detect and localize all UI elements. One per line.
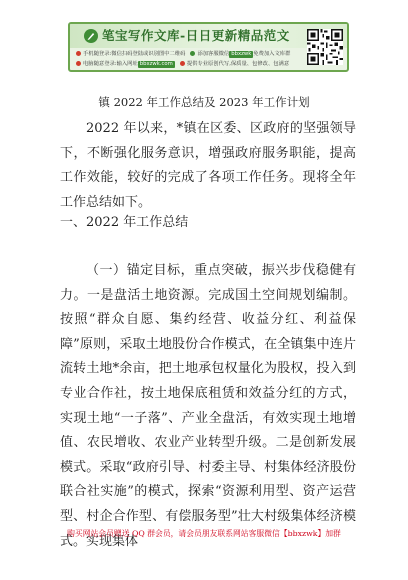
footer-promo-note: 购买网站会员赠送 QQ 群会员，请会员朋友联系网站客服微信【bbxzwk】加群 <box>67 529 341 538</box>
banner-service-text: 提供专业原创代写,保质量、包修改、包满意 <box>186 61 290 67</box>
wechat-id-badge: bbxzwk <box>231 51 252 57</box>
phone-icon <box>76 51 81 56</box>
section-paragraph: （一）锚定目标，重点突破，振兴步伐稳健有力。一是盘活土地资源。完成国土空间规划编制。按照“群众自愿、集约经营、收益分红、利益保障”原则，采取土地股份合作模式，在全镇集中连片流转土地*余亩，把土地承包权量化为股权，投入到专业合作社，按土地保底租赁和效益分红的方式，实现土地“一子落”、产业全盘活，有效实现土地增值、农民增收、农业产业转型升级。二是创新发展模式。采取“政府引导、村委主导、村集体经济股份联合社实施”的模式，探索“资源利用型、资产运营型、村企合作型、有偿服务型”壮大村级集体经济模式。实现集体 <box>60 263 356 549</box>
document-title: 镇 2022 年工作总结及 2023 年工作计划 <box>98 95 310 109</box>
service-icon <box>180 61 185 66</box>
banner-mobile-text: 手机随登录:微信扫码登陆或识别图中二维码 <box>83 51 186 57</box>
banner-desktop-text: 电脑随意登录:输入网址 <box>83 61 138 67</box>
banner-line-desktop <box>76 59 289 69</box>
banner-join-text: 免费加入文库群 <box>253 51 291 57</box>
banner-title: 笔宝写作文库-日日更新精品范文 <box>102 28 290 43</box>
banner-wechat-text: 添加客服微信 <box>197 51 230 57</box>
banner-line-mobile <box>76 49 290 59</box>
website-url-link[interactable]: bbxzwk.com <box>139 61 173 67</box>
pen-logo-icon <box>84 29 98 43</box>
section-heading: 一、2022 年工作总结 <box>60 215 189 230</box>
computer-icon <box>76 61 81 66</box>
wechat-icon <box>190 51 195 56</box>
intro-paragraph: 2022 年以来，*镇在区委、区政府的坚强领导下，不断强化服务意识，增强政府服务职能，提高工作效能，较好的完成了各项工作任务。现将全年工作总结如下。 <box>60 121 356 210</box>
qr-code-icon[interactable] <box>307 29 343 65</box>
header-banner[interactable] <box>68 22 349 72</box>
